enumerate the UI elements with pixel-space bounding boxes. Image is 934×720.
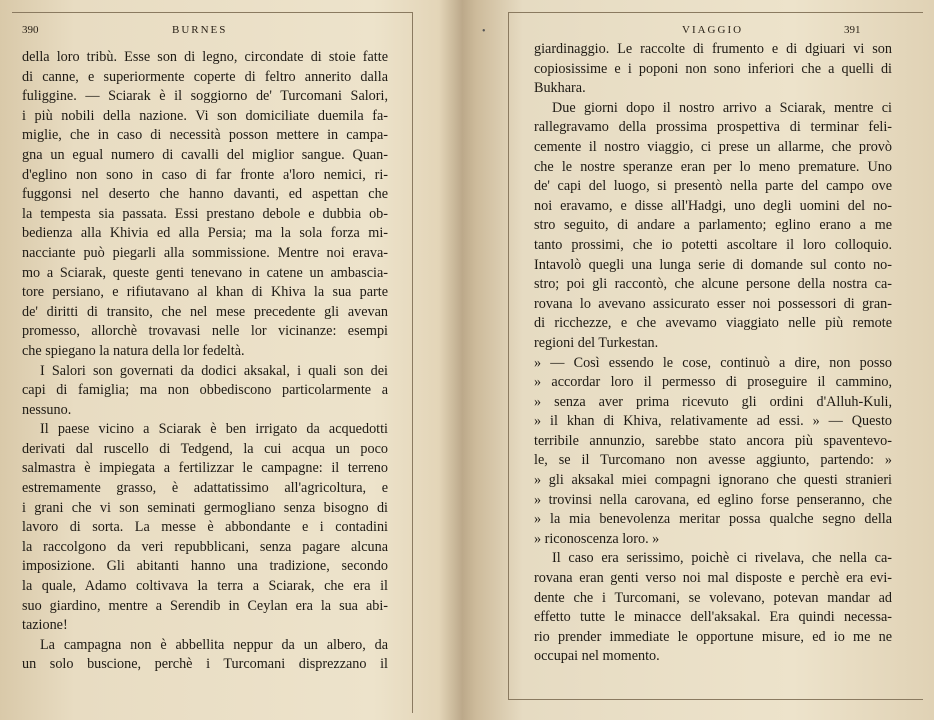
text-line: giardinaggio. Le raccolte di frumento e di dgiuari vi son [534, 41, 892, 57]
text-line: La campagna non è abbellita neppur da un albero, da [40, 636, 388, 653]
left-page-text [22, 48, 388, 675]
text-line: la quale, Adamo coltivava la terra a Sciarak, che era il [22, 578, 388, 595]
text-line: » gli aksakal miei compagni ignorano che questi stranieri [534, 472, 892, 489]
text-line: stro seguito, di andare a parlamento; eglino erano a me [534, 217, 892, 234]
text-line: miglie, che in caso di necessità posson mettere in campa- [22, 127, 388, 144]
right-page-number: 391 [844, 24, 861, 36]
text-line: tore persiano, e rifiutavano al khan di Khiva la sua parte [22, 284, 388, 301]
text-line: mo a Sciarak, queste genti tenevano in catene un ambascia- [22, 264, 388, 281]
right-page-text [534, 40, 892, 667]
text-line: la raccolgono da veri repubblicani, senza pagare alcuna [22, 538, 388, 555]
text-line: » senza aver prima ricevuto gli ordini d'Alluh-Kuli, [534, 393, 892, 410]
text-line: noi eravamo, e disse all'Hadgi, uno degli uomini del no- [534, 197, 892, 214]
text-line: bedienza alla Khivia ed alla Persia; ma la sola forza mi- [22, 225, 388, 242]
text-line: copiosissime e i poponi non sono inferiori che a quelli di [534, 60, 892, 77]
text-line: un solo buscione, perchè i Turcomani disprezzano il [22, 656, 388, 673]
text-line: derivati dal ruscello di Tedgend, la cui acqua un poco [22, 440, 388, 457]
text-line: rovana lo avevano assicurato esser noi possessori di gran- [534, 295, 892, 312]
text-line: Il caso era serissimo, poichè ci rivelava, che nella ca- [552, 550, 892, 567]
text-line: terribile annunzio, sarebbe stato ancora più spaventevo- [534, 432, 892, 449]
text-line: regioni del Turkestan. [534, 334, 659, 351]
left-page-number: 390 [22, 24, 39, 36]
right-page [468, 0, 934, 720]
text-line: di ricchezze, e che avevamo viaggiato nelle più remote [534, 315, 892, 332]
text-line: de' capi del luogo, si presentò nella parte del campo ove [534, 178, 892, 195]
text-line: Bukhara. [534, 80, 586, 97]
text-line: fuggonsi nel deserto che hanno davanti, ed aspettan che [22, 186, 388, 203]
text-line: imposizione. Gli abitanti hanno una tradizione, secondo [22, 558, 388, 575]
left-page [0, 0, 452, 720]
text-line: i più nobili della nazione. Vi son domiciliate duemila fa- [22, 107, 388, 124]
text-line: Il paese vicino a Sciarak è ben irrigato da acquedotti [40, 421, 388, 438]
text-line: nacciante può piegarli alla sommissione. Mentre noi erava- [22, 244, 388, 261]
text-line: tanto prossimi, che io potetti ascoltare il loro colloquio. [534, 236, 892, 253]
text-line: effetto tutte le minacce dell'aksakal. Era quindi necessa- [534, 609, 892, 626]
text-line: rovana eran genti verso noi mal disposte e perchè era evi- [534, 570, 892, 587]
text-line: promesso, allorchè trovavasi nelle lor vicinanze: esempi [22, 323, 388, 340]
text-line: de' diritti di transito, che nel mese precedente gli avevan [22, 303, 388, 320]
text-line: I Salori son governati da dodici aksakal, i quali son dei [40, 362, 388, 379]
text-line: Intavolò quegli una lunga serie di domande sul conto no- [534, 256, 892, 273]
text-line: » riconoscenza loro. » [534, 530, 660, 547]
text-line: estremamente grasso, è adattatissimo all'agricoltura, e [22, 480, 388, 497]
text-line: capi di famiglia; ma non obbediscono particolarmente a [22, 382, 388, 399]
text-line: occupai nel momento. [534, 648, 660, 665]
text-line: suo giardino, mentre a Serendib in Ceylan era la sua abi- [22, 597, 388, 614]
text-line: d'eglino non sono in caso di far fronte a'loro nemici, ri- [22, 166, 388, 183]
text-line: » il khan di Khiva, relativamente ad essi. » — Questo [534, 413, 892, 430]
text-line: la tempesta sia passata. Essi prestano debole e dubbia ob- [22, 205, 388, 222]
right-running-head: VIAGGIO [682, 24, 744, 36]
text-line: Due giorni dopo il nostro arrivo a Sciarak, mentre ci [552, 99, 892, 116]
left-running-head: BURNES [172, 24, 228, 36]
text-line: gna un egual numero di cavalli del miglior sangue. Quan- [22, 146, 388, 163]
text-line: salmastra è impiegata a fertilizzar le campagne: il terreno [22, 460, 388, 477]
text-line: che spiegano la natura della lor fedeltà. [22, 342, 245, 359]
text-line: dente che i Turcomani, se volevano, potevan mandar ad [534, 589, 892, 606]
text-line: della loro tribù. Esse son di legno, circondate di stoie fatte [22, 49, 388, 65]
text-line: che le nostre speranze eran per lo meno premature. Uno [534, 158, 892, 175]
text-line: » accordar loro il permesso di proseguire il cammino, [534, 374, 892, 391]
text-line: fuliggine. — Sciarak è il soggiorno de' Turcomani Salori, [22, 88, 388, 105]
text-line: » — Così essendo le cose, continuò a dire, non posso [534, 354, 892, 371]
text-line: tazione! [22, 617, 68, 634]
text-line: rallegravamo della prossima prospettiva di terminar feli- [534, 119, 892, 136]
text-line: » trovinsi nella carovana, ed eglino forse penseranno, che [534, 491, 892, 508]
text-line: i grani che vi son seminati germogliano senza bisogno di [22, 499, 388, 516]
gutter-mark: • [482, 26, 486, 37]
text-line: lavoro di sorta. La messe è abbondante e i contadini [22, 519, 388, 536]
text-line: stro; poi gli raccontò, che alcune persone della nostra ca- [534, 276, 892, 293]
text-line: rio prender immediate le opportune misure, ed io me ne [534, 628, 892, 645]
text-line: nessuno. [22, 401, 72, 418]
text-line: le, se il Turcomano non avesse aggiunto, partendo: » [534, 452, 892, 469]
text-line: cemente il nostro viaggio, ci prese un allarme, che provò [534, 138, 892, 155]
text-line: » la mia benevolenza meritar possa qualche segno della [534, 511, 892, 528]
text-line: di canne, e superiormente coperte di feltro annerito dalla [22, 68, 388, 85]
